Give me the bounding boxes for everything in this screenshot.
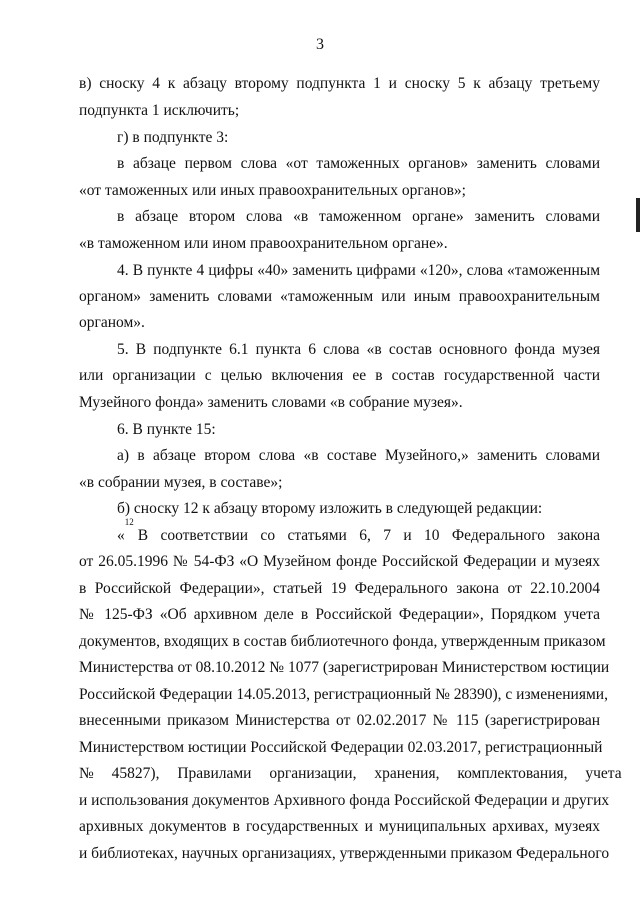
text-line: В соответствии со статьями 6, 7 и 10 Федерального закона	[137, 527, 600, 544]
text-line: или организации с целью включения ее в состав государственной части	[79, 367, 600, 384]
text-line: № 45827), Правилами организации, хранения, комплектования, учета	[79, 765, 622, 782]
text-line: в) сноску 4 к абзацу второму подпункта 1 и сноску 5 к абзацу третьему	[79, 75, 600, 92]
text-line: № 125-ФЗ «Об архивном деле в Российской Федерации», Порядком учета	[79, 606, 600, 623]
text-line: в абзаце втором слова «в таможенном органе» заменить словами	[117, 208, 600, 225]
page-number: 3	[316, 36, 324, 53]
text-line: «в собрании музея, в составе»;	[79, 474, 283, 491]
text-line: г) в подпункте 3:	[117, 129, 229, 146]
text-line: Музейного фонда» заменить словами «в собрание музея».	[79, 394, 463, 411]
footnote-open-quote: «	[117, 527, 125, 544]
text-line: 5. В подпункте 6.1 пункта 6 слова «в состав основного фонда музея	[117, 341, 600, 358]
footnote-first-line	[117, 517, 600, 549]
text-line: документов, входящих в состав библиотечного фонда, утвержденным приказом	[79, 633, 606, 650]
text-line: архивных документов в государственных и муниципальных архивах, музеях	[79, 818, 600, 835]
text-line: органом».	[79, 314, 145, 331]
text-line: и использования документов Архивного фонда Российской Федерации и других	[79, 792, 610, 809]
text-line: «в таможенном или ином правоохранительном органе».	[79, 235, 448, 252]
text-line: органом» заменить словами «таможенным или иным правоохранительным	[79, 288, 600, 305]
text-line: а) в абзаце втором слова «в составе Музейного,» заменить словами	[117, 447, 600, 464]
text-line: «от таможенных или иных правоохранительных органов»;	[79, 182, 466, 199]
text-line: 6. В пункте 15:	[117, 421, 216, 438]
text-line: б) сноску 12 к абзацу второму изложить в следующей редакции:	[117, 500, 543, 517]
text-line: от 26.05.1996 № 54-ФЗ «О Музейном фонде Российской Федерации и музеях	[79, 553, 600, 570]
text-line: Российской Федерации 14.05.2013, регистрационный № 28390), с изменениями,	[79, 686, 608, 703]
text-line: внесенными приказом Министерства от 02.02.2017 № 115 (зарегистрирован	[79, 712, 600, 729]
scan-edge-mark	[636, 198, 640, 232]
text-line: в абзаце первом слова «от таможенных органов» заменить словами	[117, 155, 600, 172]
text-line: Министерством юстиции Российской Федерации 02.03.2017, регистрационный	[79, 739, 603, 756]
footnote-marker: 12	[124, 517, 134, 527]
text-line: Министерства от 08.10.2012 № 1077 (зарегистрирован Министерством юстиции	[79, 659, 610, 676]
text-line: 4. В пункте 4 цифры «40» заменить цифрами «120», слова «таможенным	[117, 262, 600, 279]
text-line: подпункта 1 исключить;	[79, 102, 240, 119]
text-line: в Российской Федерации», статьей 19 Федерального закона от 22.10.2004	[79, 580, 600, 597]
text-line: и библиотеках, научных организациях, утвержденными приказом Федерального	[79, 845, 610, 862]
